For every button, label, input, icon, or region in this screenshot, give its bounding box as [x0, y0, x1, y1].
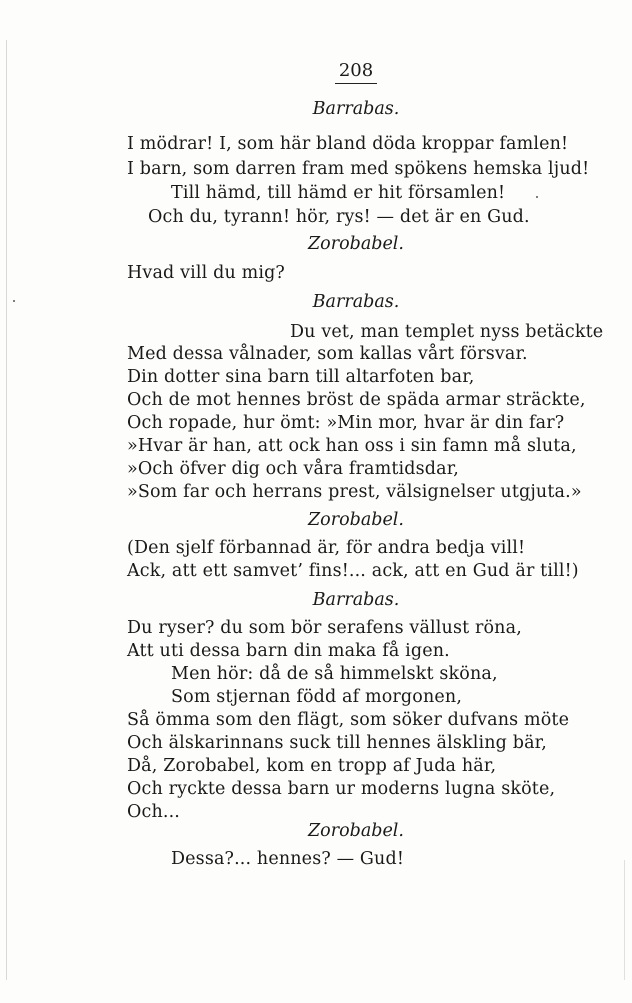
- speaker-name: Barrabas.: [312, 292, 400, 312]
- page-number-container: [326, 60, 386, 84]
- speaker-name: Zorobabel.: [308, 234, 404, 254]
- verse-line: Och du, tyrann! hör, rys! — det är en Gud.: [148, 207, 530, 227]
- verse-line: Men hör: då de så himmelskt sköna,: [171, 664, 498, 684]
- verse-line: Och ryckte dessa barn ur moderns lugna sköte,: [127, 779, 556, 799]
- verse-line: Din dotter sina barn till altarfoten bar,: [127, 367, 475, 387]
- verse-line: (Den sjelf förbannad är, för andra bedja vill!: [127, 538, 526, 558]
- verse-line: Med dessa vålnader, som kallas vårt försvar.: [127, 344, 528, 364]
- verse-line: Då, Zorobabel, kom en tropp af Juda här,: [127, 756, 497, 776]
- page-number: 208: [335, 60, 377, 84]
- speaker-name: Barrabas.: [312, 99, 400, 119]
- speaker-name: Zorobabel.: [308, 821, 404, 841]
- verse-line: Du vet, man templet nyss betäckte: [290, 322, 604, 342]
- scan-edge-line: [624, 860, 625, 980]
- verse-line: »Och öfver dig och våra framtidsdar,: [127, 459, 460, 479]
- verse-line: Så ömma som den flägt, som söker dufvans möte: [127, 710, 570, 730]
- verse-line: Och de mot hennes bröst de späda armar sträckte,: [127, 390, 586, 410]
- verse-line: Dessa?... hennes? — Gud!: [171, 849, 405, 869]
- scan-speck: [536, 196, 538, 198]
- verse-line: I barn, som darren fram med spökens hemska ljud!: [127, 159, 590, 179]
- speaker-name: Barrabas.: [312, 590, 400, 610]
- verse-line: »Som far och herrans prest, välsignelser utgjuta.»: [127, 482, 582, 502]
- verse-line: Till hämd, till hämd er hit församlen!: [171, 183, 506, 203]
- verse-line: Som stjernan född af morgonen,: [171, 687, 463, 707]
- verse-line: Att uti dessa barn din maka få igen.: [127, 641, 450, 661]
- verse-line: Ack, att ett samvet’ fins!... ack, att en Gud är till!): [127, 561, 579, 581]
- verse-line: »Hvar är han, att ock han oss i sin famn må sluta,: [127, 436, 577, 456]
- verse-line: Och...: [127, 802, 181, 822]
- scan-speck: [13, 300, 15, 302]
- verse-line: Du ryser? du som bör serafens vällust röna,: [127, 618, 522, 638]
- verse-line: Och ropade, hur ömt: »Min mor, hvar är din far?: [127, 413, 565, 433]
- verse-line: Hvad vill du mig?: [127, 263, 285, 283]
- verse-line: I mödrar! I, som här bland döda kroppar famlen!: [127, 134, 569, 154]
- speaker-name: Zorobabel.: [308, 510, 404, 530]
- verse-line: Och älskarinnans suck till hennes älskling bär,: [127, 733, 547, 753]
- scan-edge-line: [6, 40, 7, 980]
